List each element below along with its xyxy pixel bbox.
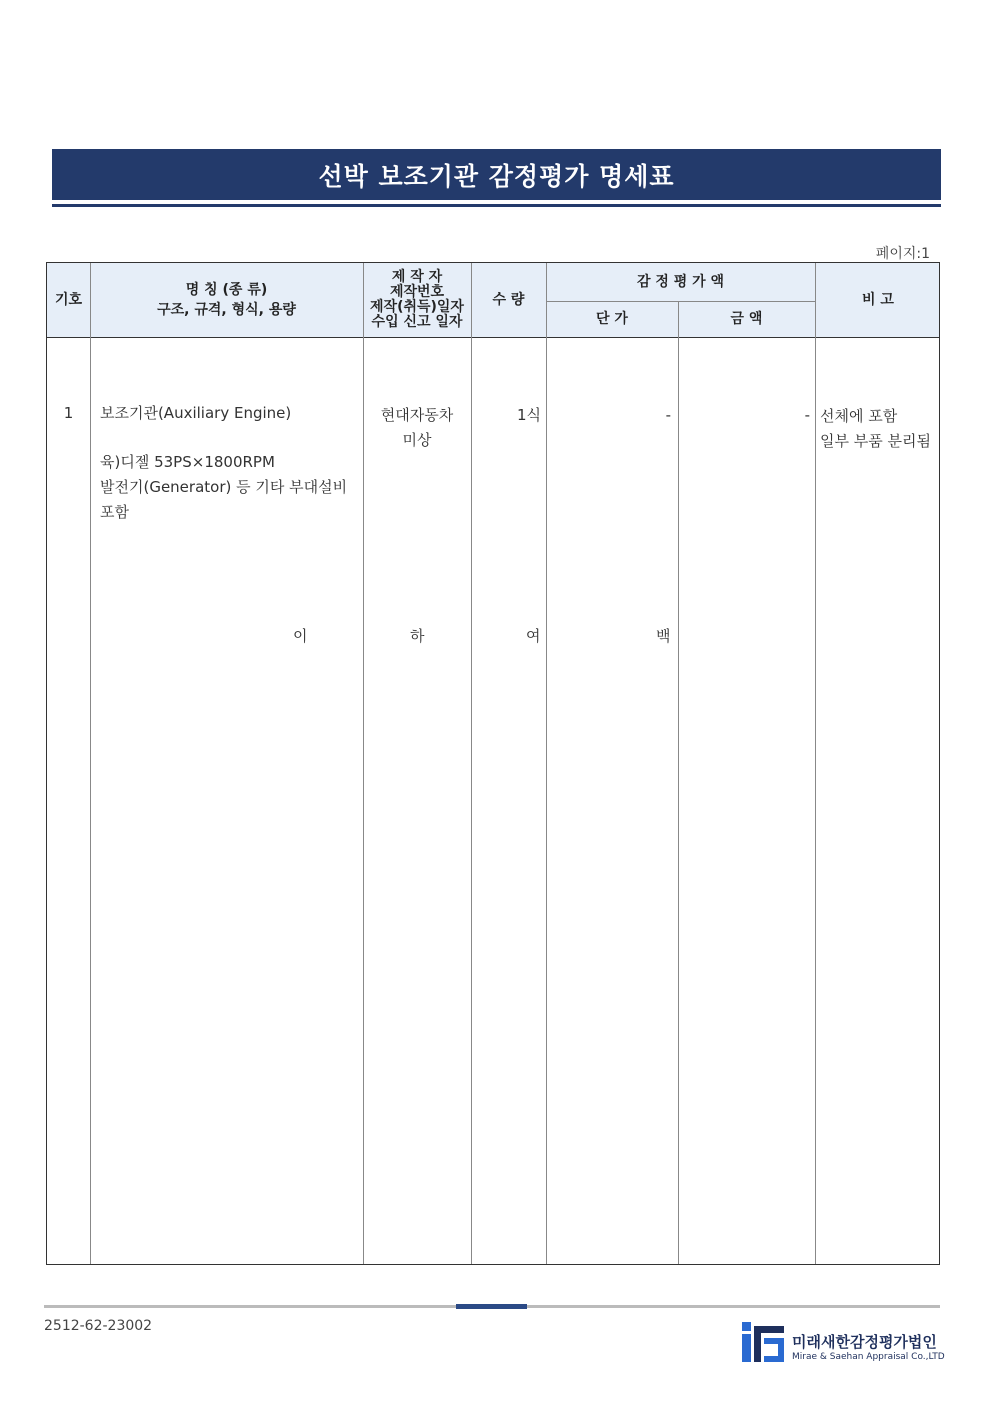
row-no: 1 bbox=[63, 404, 74, 422]
header-maker-line2: 제작번호 bbox=[389, 284, 445, 300]
header-maker-line1: 제 작 자 bbox=[391, 269, 443, 285]
header-maker bbox=[363, 263, 471, 337]
col-divider bbox=[815, 263, 816, 1264]
footer-accent bbox=[456, 1304, 527, 1309]
header-unit-price: 단 가 bbox=[596, 311, 628, 327]
col-divider bbox=[678, 301, 679, 1264]
row-qty: 1식 bbox=[516, 406, 541, 424]
row-amount: - bbox=[804, 406, 810, 424]
row-remarks-line2: 일부 부품 분리됨 bbox=[820, 432, 931, 450]
page-number: 페이지:1 bbox=[875, 246, 930, 262]
company-name-english: Mirae & Saehan Appraisal Co.,LTD bbox=[792, 1352, 945, 1362]
row-unit-price: - bbox=[665, 406, 671, 424]
page-title: 선박 보조기관 감정평가 명세표 bbox=[52, 149, 941, 200]
row-maker bbox=[363, 403, 471, 453]
document-number: 2512-62-23002 bbox=[44, 1318, 153, 1334]
header-name bbox=[90, 263, 363, 337]
company-logo-icon bbox=[742, 1320, 786, 1362]
title-underline bbox=[52, 204, 941, 207]
header-maker-line4: 수입 신고 일자 bbox=[371, 314, 463, 330]
company-name-korean: 미래새한감정평가법인 bbox=[792, 1333, 937, 1351]
header-amount: 금 액 bbox=[730, 311, 763, 327]
header-appraisal: 감 정 평 가 액 bbox=[636, 274, 725, 290]
appraisal-table bbox=[46, 262, 940, 1265]
row-remarks bbox=[820, 404, 931, 454]
closing-word: 백 bbox=[656, 627, 671, 645]
header-remarks: 비 고 bbox=[862, 292, 894, 308]
closing-word: 이 bbox=[293, 627, 308, 645]
row-remarks-line1: 선체에 포함 bbox=[820, 407, 898, 425]
header-qty: 수 량 bbox=[492, 292, 525, 308]
row-name-line2: 육)디젤 53PS×1800RPM bbox=[100, 453, 275, 471]
header-name-line2: 구조, 규격, 형식, 용량 bbox=[157, 302, 296, 318]
row-name-line3: 발전기(Generator) 등 기타 부대설비 bbox=[100, 478, 348, 496]
row-maker-line2: 미상 bbox=[402, 431, 432, 449]
header-no: 기호 bbox=[54, 292, 83, 308]
closing-word: 여 bbox=[526, 627, 541, 645]
row-name-line4: 포함 bbox=[100, 503, 129, 521]
col-divider bbox=[90, 263, 91, 1264]
header-name-line1: 명 칭 (종 류) bbox=[185, 282, 268, 298]
row-name-line1: 보조기관(Auxiliary Engine) bbox=[100, 404, 292, 422]
closing-word: 하 bbox=[410, 627, 425, 645]
header-maker-line3: 제작(취득)일자 bbox=[370, 299, 464, 315]
row-name bbox=[100, 401, 347, 525]
row-maker-line1: 현대자동차 bbox=[380, 406, 454, 424]
